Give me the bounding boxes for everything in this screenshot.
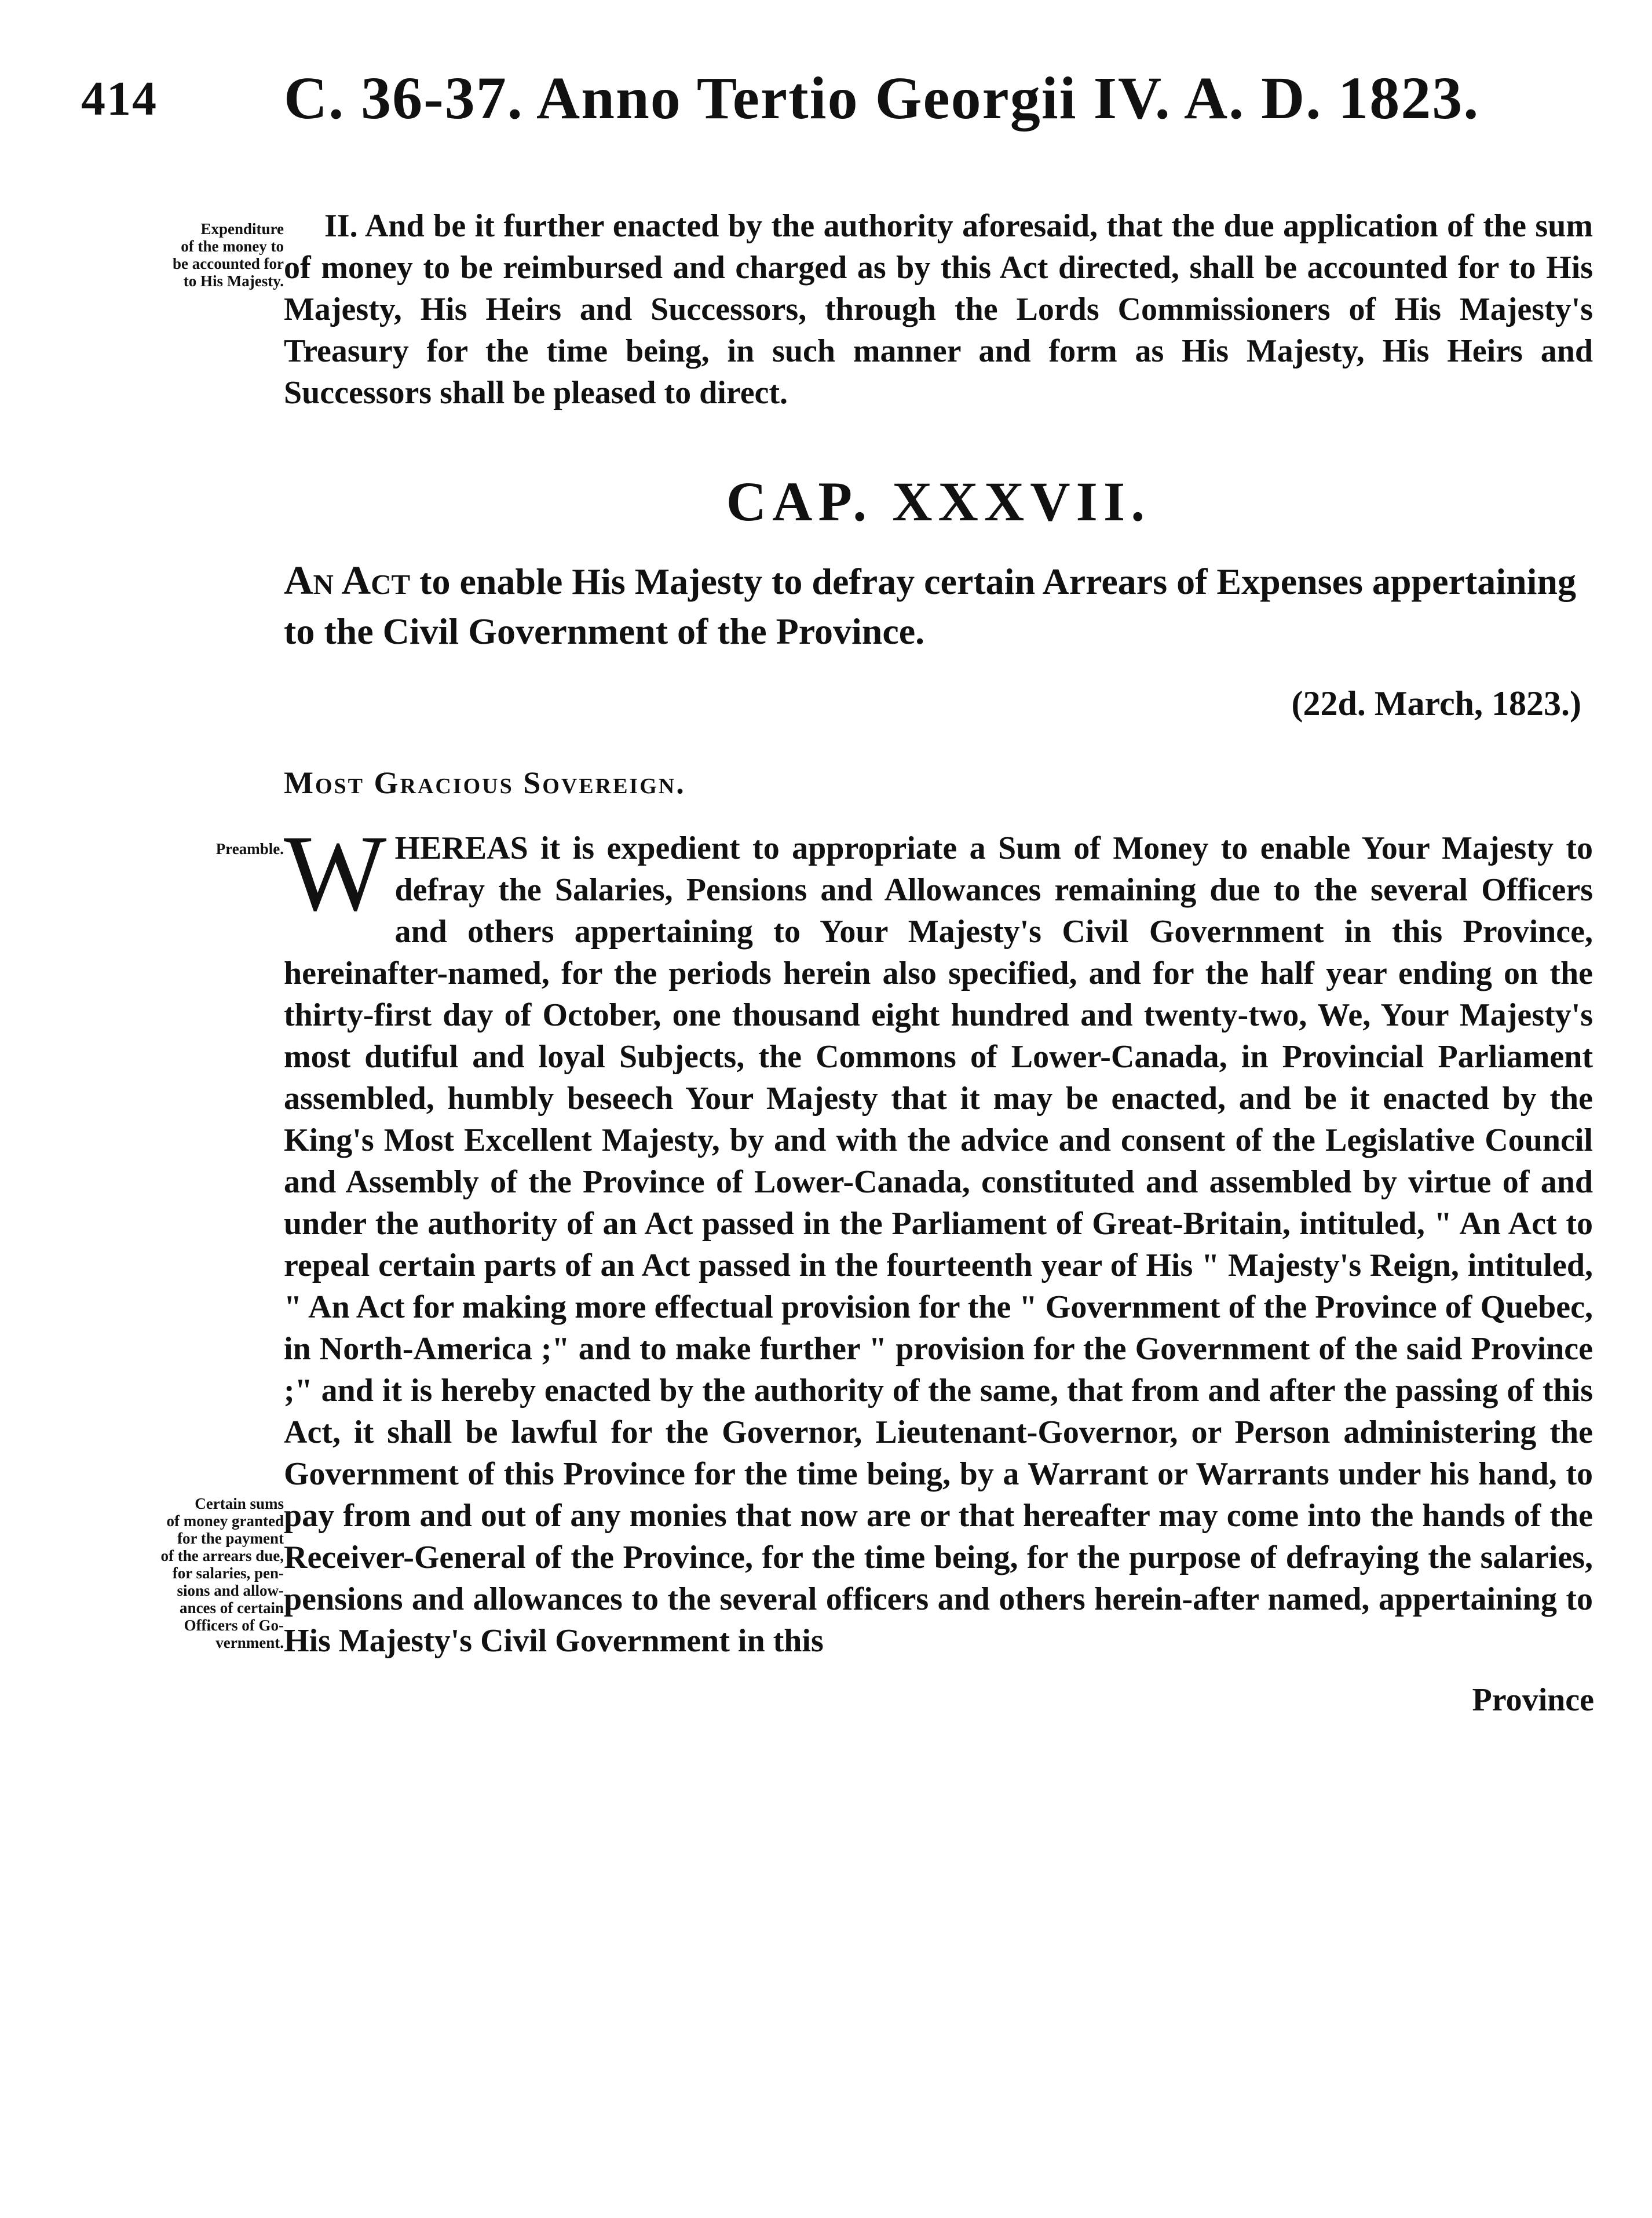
running-title: C. 36-37. Anno Tertio Georgii IV. A. D. 1823. — [284, 65, 1480, 132]
section-ii-paragraph: II. And be it further enacted by the authority aforesaid, that the due application of the sum of money to be reimbursed and charged as by this Act directed, shall be accounted for to His Majesty, His Heirs and Successors, through the Lords Commissioners of His Majesty's Treasury for the time being, in such manner and form as His Majesty, His Heirs and Successors shall be pleased to direct. — [284, 208, 1593, 411]
page-number: 414 — [81, 72, 158, 126]
drop-cap: W — [284, 812, 387, 933]
act-title-lead: An Act — [284, 559, 411, 603]
act-date: (22d. March, 1823.) — [1291, 684, 1581, 723]
margin-note-certain-sums: Certain sums of money granted for the payment of the arrears due, for salaries, pen- sions and allow- ances of certain Officers of Go- vernment. — [160, 1495, 284, 1651]
preamble-text: HEREAS it is expedient to appropriate a Sum of Money to enable Your Majesty to defray the Salaries, Pensions and Allowances remaining due to the several Officers and others appertaining to Your Majesty's Civil Government in this Province, hereinafter-named, for the periods herein also specified, and for the half year ending on the thirty-first day of October, one thousand eight hundred and twenty-two, We, Your Majesty's most dutiful and loyal Subjects, the Commons of Lower-Canada, in Provincial Parliament assembled, humbly beseech Your Majesty that it may be enacted, and be it enacted by the King's Most Excellent Majesty, by and with the advice and consent of the Legislative Council and Assembly of the Province of Lower-Canada, constituted and assembled by virtue of and under the authority of an Act passed in the Parliament of Great-Britain, intituled, " An Act to repeal certain parts of an Act passed in the fourteenth year of His " Majesty's Reign, intituled, " An Act for making more effectual provision for the " Government of the Province of Quebec, in North-America ;" and to make further " provision for the Government of the said Province ;" and it is hereby enacted by the authority of the same, that from and after the passing of this Act, it shall be lawful for the Governor, Lieutenant-Governor, or Person administering the Government of this Province for the time being, by a Warrant or Warrants under his hand, to pay from and out of any monies that now are or that hereafter may come into the hands of the Receiver-General of the Province, for the time being, for the purpose of defraying the salaries, pensions and allowances to the several officers and others herein-after named, appertaining to His Majesty's Civil Government in this — [284, 830, 1593, 1659]
act-title-text: to enable His Majesty to defray certain Arrears of Expenses appertaining to the Civil Government of the Province. — [284, 561, 1576, 652]
preamble-paragraph — [284, 812, 1593, 1662]
margin-note-expenditure: Expenditure of the money to be accounted for to His Majesty. — [173, 220, 284, 290]
margin-note-preamble: Preamble. — [215, 840, 284, 858]
running-header — [81, 64, 1599, 133]
salutation: Most Gracious Sovereign. — [284, 765, 686, 800]
act-title — [284, 556, 1593, 656]
chapter-heading: CAP. XXXVII. — [726, 470, 1151, 532]
catchword: Province — [1472, 1682, 1594, 1718]
